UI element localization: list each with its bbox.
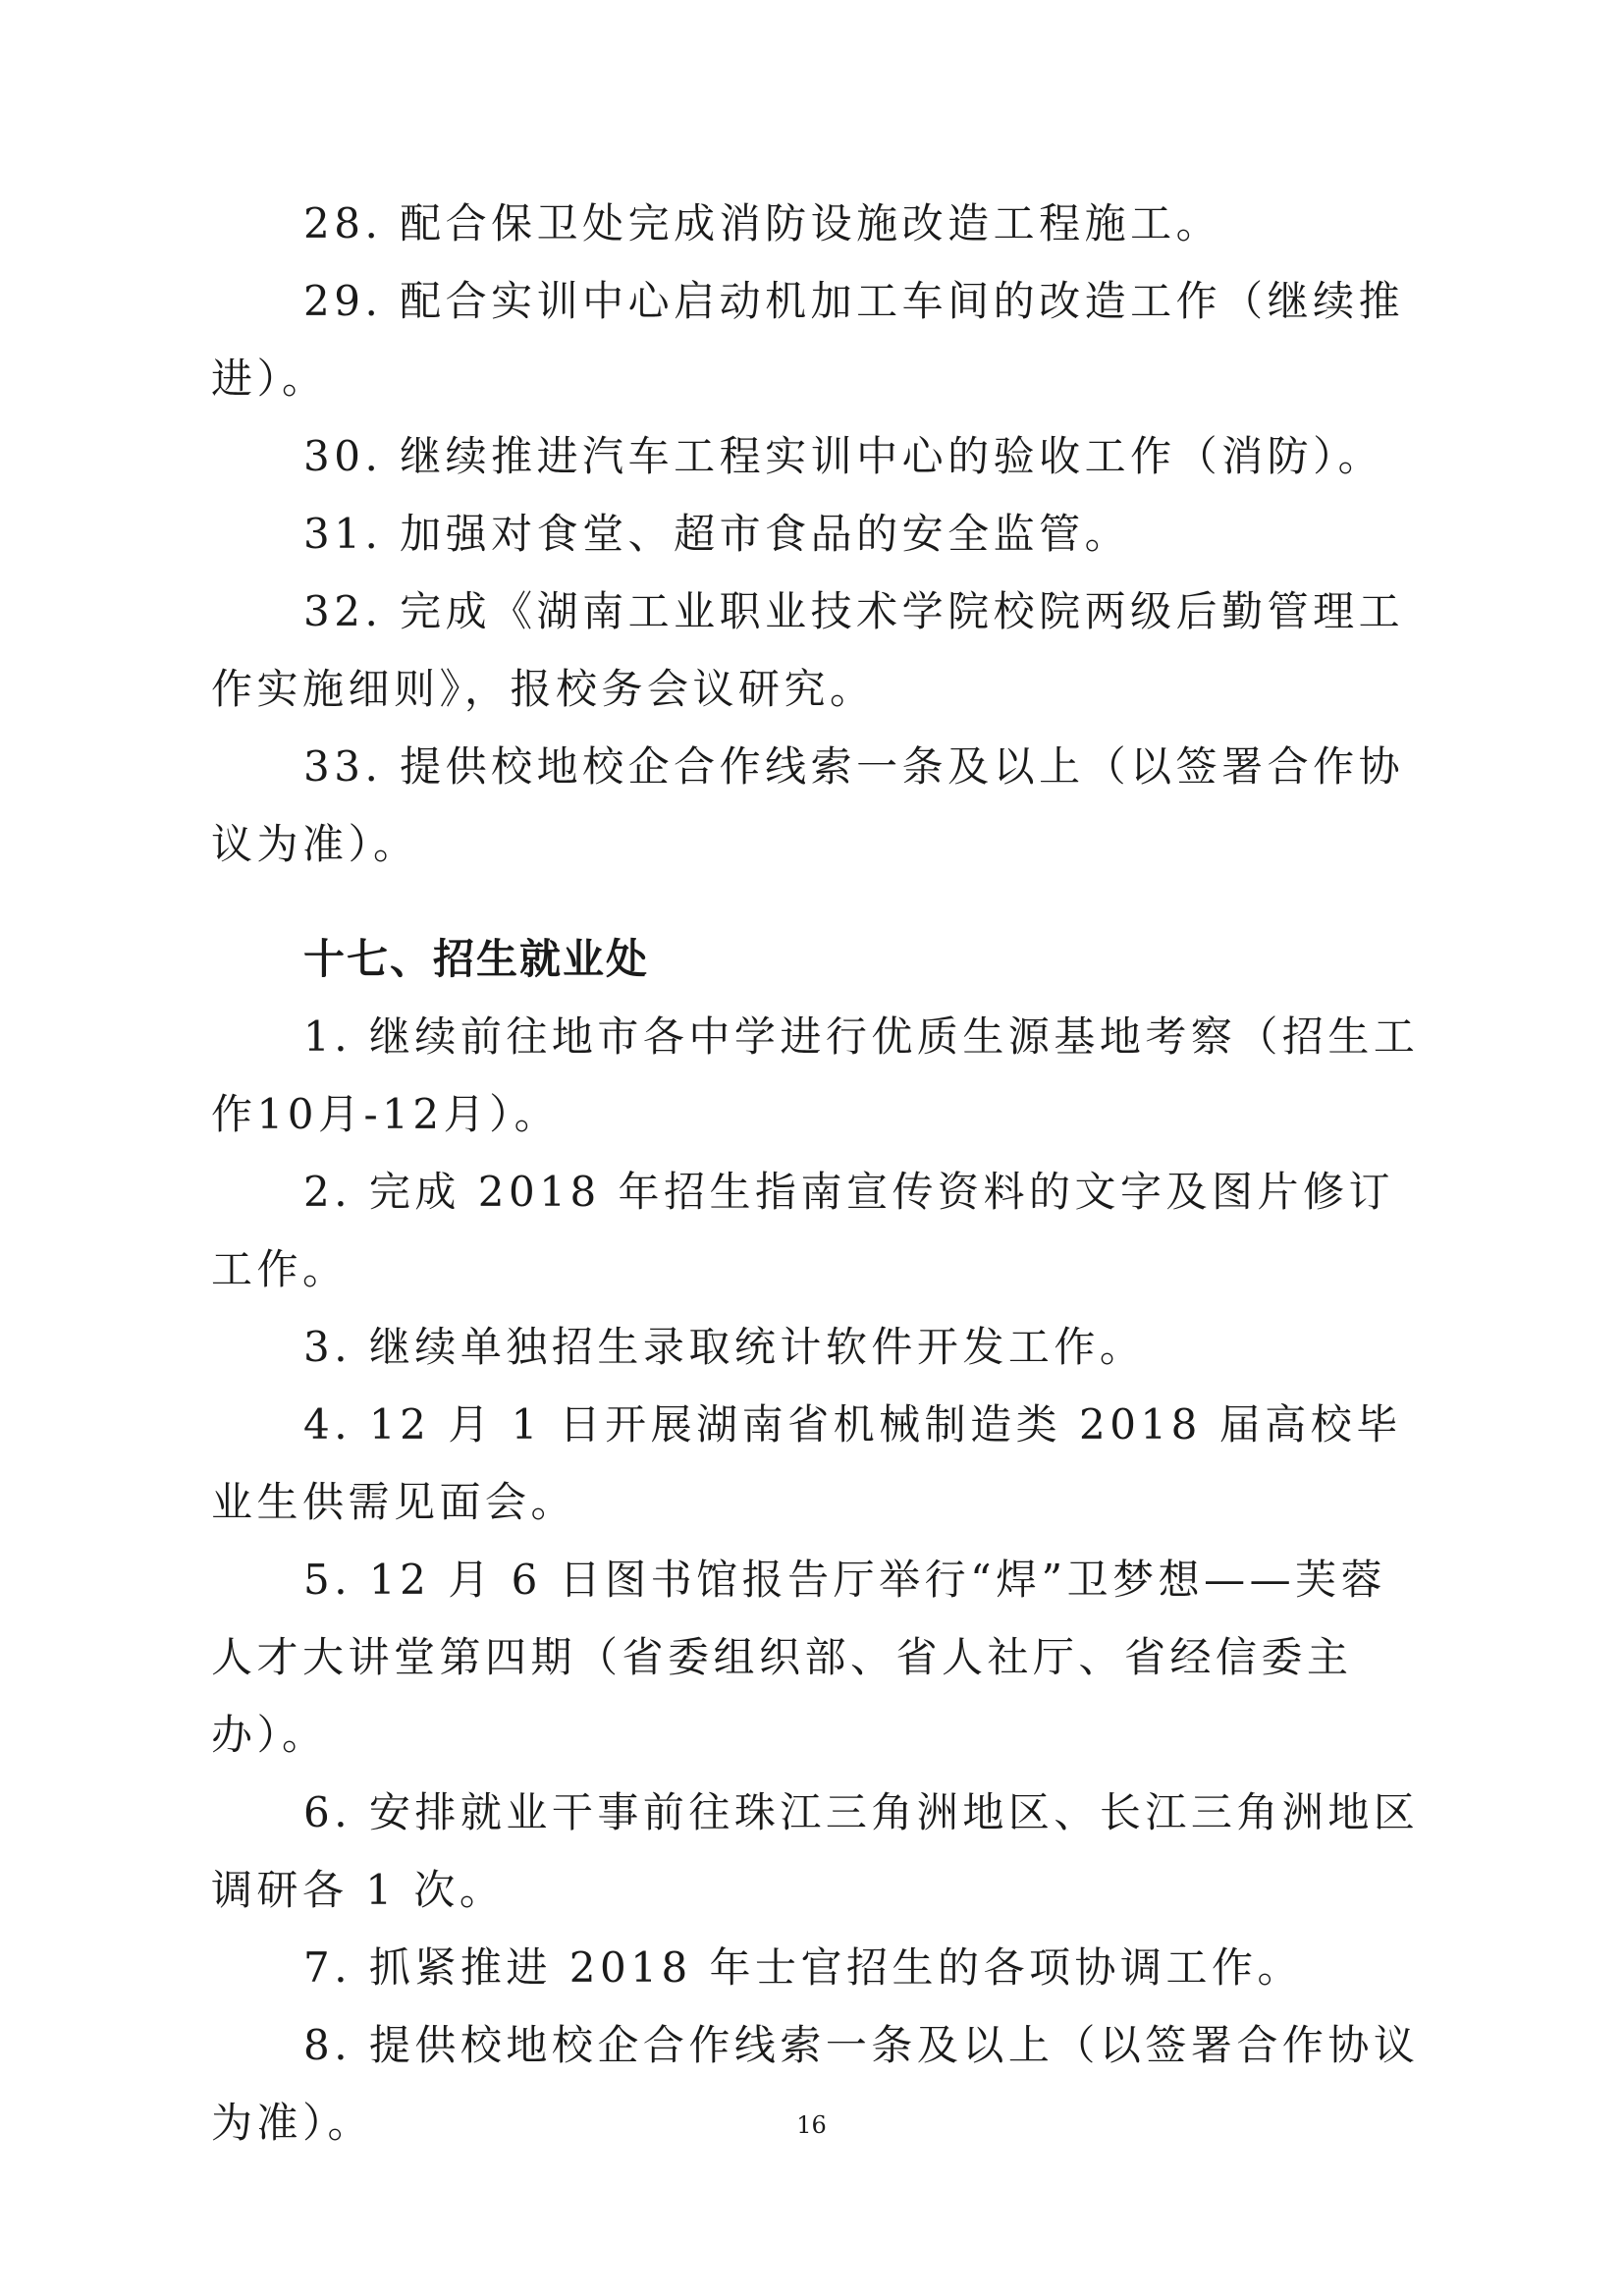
list-item: 8. 提供校地校企合作线索一条及以上（以签署合作协议为准）。	[211, 2021, 1420, 2147]
list-item: 31. 加强对食堂、超市食品的安全监管。	[303, 510, 1131, 558]
list-item: 29. 配合实训中心启动机加工车间的改造工作（继续推进）。	[211, 277, 1405, 403]
list-item: 6. 安排就业干事前往珠江三角洲地区、长江三角洲地区调研各 1 次。	[211, 1788, 1420, 1914]
page-number: 16	[796, 2111, 827, 2139]
list-item: 3. 继续单独招生录取统计软件开发工作。	[303, 1323, 1146, 1371]
list-item: 32. 完成《湖南工业职业技术学院校院两级后勤管理工作实施细则》，报校务会议研究。	[211, 587, 1405, 713]
list-item: 4. 12 月 1 日开展湖南省机械制造类 2018 届高校毕业生供需见面会。	[211, 1400, 1402, 1526]
section-heading: 十七、招生就业处	[303, 935, 650, 983]
list-item: 1. 继续前往地市各中学进行优质生源基地考察（招生工作10月-12月）。	[211, 1012, 1420, 1138]
list-item: 33. 提供校地校企合作线索一条及以上（以签署合作协议为准）。	[211, 742, 1405, 868]
page-content	[211, 185, 1429, 2161]
list-item: 28. 配合保卫处完成消防设施改造工程施工。	[303, 199, 1222, 247]
list-item: 5. 12 月 6 日图书馆报告厅举行“焊”卫梦想——芙蓉人才大讲堂第四期（省委组织部、省人社厅、省经信委主办）。	[211, 1556, 1387, 1759]
list-item: 2. 完成 2018 年招生指南宣传资料的文字及图片修订工作。	[211, 1168, 1395, 1293]
list-item: 30. 继续推进汽车工程实训中心的验收工作（消防）。	[303, 432, 1384, 480]
list-item: 7. 抓紧推进 2018 年士官招生的各项协调工作。	[303, 1943, 1304, 1992]
